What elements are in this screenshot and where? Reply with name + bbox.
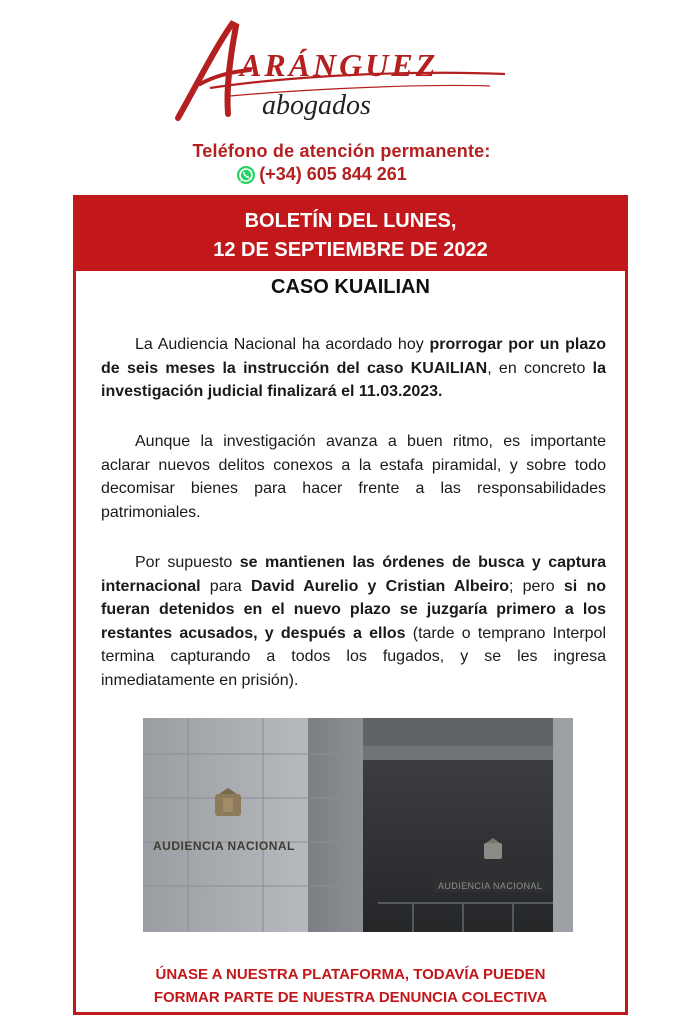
photo-sign-left: AUDIENCIA NACIONAL [153, 839, 295, 853]
case-title: CASO KUAILIAN [271, 276, 430, 298]
firm-logo [170, 18, 515, 136]
audiencia-nacional-photo [143, 718, 573, 932]
whatsapp-icon [236, 165, 256, 185]
join-platform-cta[interactable] [76, 963, 625, 1009]
banner-date-line1: BOLETÍN DEL LUNES, [244, 210, 457, 232]
cta-line-2: FORMAR PARTE DE NUESTRA DENUNCIA COLECTIVA [153, 989, 548, 1006]
contact-label: Teléfono de atención permanente: [192, 141, 491, 161]
paragraph-2: Aunque la investigación avanza a buen ritmo, es importante aclarar nuevos delitos conexos a la estafa piramidal, y sobre todo decomisar bienes para hacer frente a las responsabilidades patrimoniales. [101, 433, 606, 521]
paragraph-3: Por supuesto se mantienen las órdenes de busca y captura internacional para David Aurelio y Cristian Albeiro; pero si no fueran detenidos en el nuevo plazo se juzgaría primero a los restantes acusados, y después a ellos (tarde o temprano Interpol termina capturando a todos los fugados, y se les ingresa inmediatamente en prisión). [101, 554, 606, 689]
cta-line-1: ÚNASE A NUESTRA PLATAFORMA, TODAVÍA PUEDEN [155, 966, 546, 983]
contact-phone-row[interactable] [0, 164, 683, 185]
paragraph-1: La Audiencia Nacional ha acordado hoy prorrogar por un plazo de seis meses la instrucción del caso KUAILIAN, en concreto la investigación judicial finalizará el 11.03.2023. [101, 336, 606, 400]
bulletin-frame [73, 195, 628, 1015]
photo-sign-right: AUDIENCIA NACIONAL [438, 881, 543, 891]
logo-tagline-text: abogados [262, 90, 371, 121]
banner-date-line2: 12 DE SEPTIEMBRE DE 2022 [213, 239, 488, 261]
logo-brand-text: ARÁNGUEZ [240, 47, 439, 83]
bulletin-banner [76, 198, 625, 271]
contact-phone-number[interactable]: (+34) 605 844 261 [259, 164, 407, 184]
